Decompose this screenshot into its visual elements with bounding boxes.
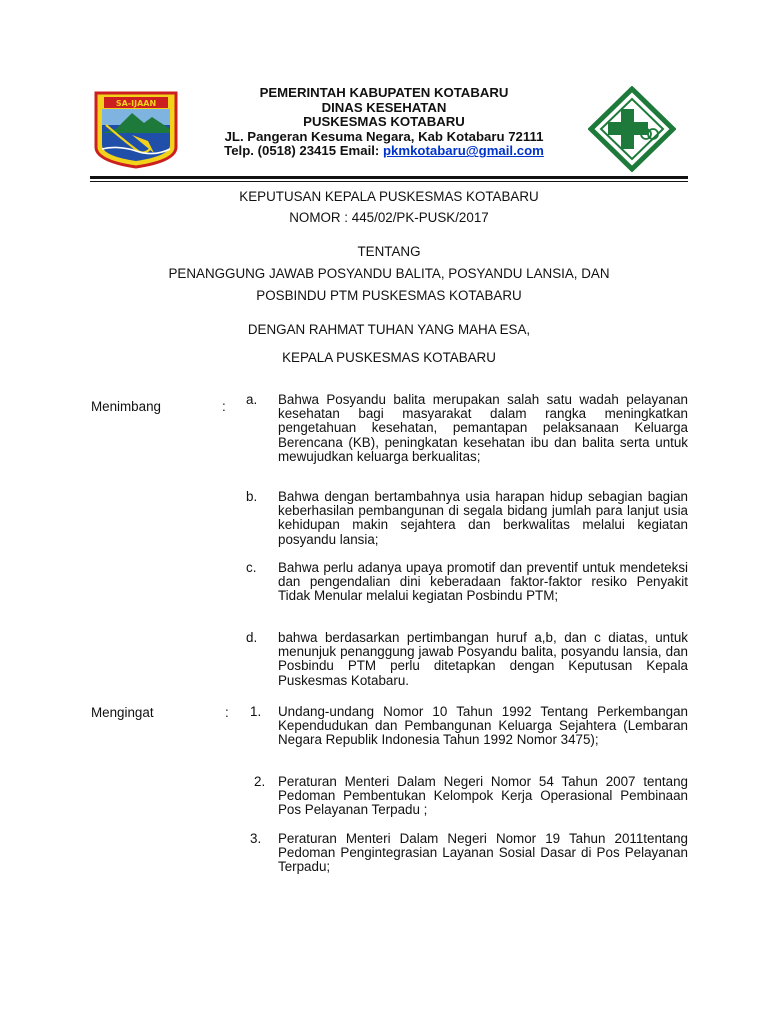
list-item-text: bahwa berdasarkan pertimbangan huruf a,b, dan c diatas, untuk menunjuk penanggung jawab Posyandu balita, posyandu lansia, dan Posbindu PTM perlu ditetapkan dengan Keputusan Kepala Puskesmas Kotabaru. — [278, 630, 688, 688]
list-marker: 3. — [250, 831, 262, 846]
list-marker: c. — [246, 560, 257, 575]
list-item-text: Bahwa dengan bertambahnya usia harapan hidup sebagian bagian keberhasilan pembangunan di segala bidang jumlah para lanjut usia kehidupan makin sejahtera dan berkwalitas melalui kegiatan posyandu lansia; — [278, 489, 688, 547]
mengingat-label: Mengingat — [91, 705, 154, 720]
menimbang-item-b — [246, 490, 688, 547]
decree-number: NOMOR : 445/02/PK-PUSK/2017 — [289, 210, 489, 225]
letterhead-email-link[interactable]: pkmkotabaru@gmail.com — [382, 143, 544, 159]
letterhead-divider-thin — [90, 181, 688, 182]
list-item-text: Peraturan Menteri Dalam Negeri Nomor 19 Tahun 2011tentang Pedoman Pengintegrasian Layanan Sosial Dasar di Pos Pelayanan Terpadu; — [278, 831, 688, 875]
mengingat-colon: : — [225, 705, 229, 720]
list-item-text: Undang-undang Nomor 10 Tahun 1992 Tentang Perkembangan Kependudukan dan Pembangunan Keluarga Sejahtera (Lembaran Negara Republik Indonesia Tahun 1992 Nomor 3475); — [278, 704, 688, 748]
letterhead-institution: PUSKESMAS KOTABARU — [303, 114, 465, 130]
list-marker: 1. — [250, 704, 262, 719]
letterhead — [190, 86, 578, 159]
letterhead-government: PEMERINTAH KABUPATEN KOTABARU — [259, 85, 509, 100]
decree-about-heading: TENTANG — [357, 244, 421, 259]
list-marker: a. — [246, 392, 258, 407]
menimbang-item-c — [246, 561, 688, 604]
menimbang-item-a — [246, 393, 688, 464]
decree-title: KEPUTUSAN KEPALA PUSKESMAS KOTABARU — [239, 189, 539, 204]
logo-motto-text: SA-IJAAN — [115, 99, 157, 108]
list-marker: b. — [246, 489, 258, 504]
kotabaru-regency-logo — [92, 89, 180, 169]
letterhead-phone: Telp. (0518) 23415 Email: — [224, 143, 383, 159]
menimbang-colon: : — [222, 399, 226, 414]
letterhead-contact — [190, 144, 578, 159]
mengingat-item-3 — [250, 832, 688, 875]
list-item-text: Bahwa perlu adanya upaya promotif dan preventif untuk mendeteksi dan pengendalian dini keberadaan faktor-faktor resiko Penyakit Tidak Menular melalui kegiatan Posbindu PTM; — [278, 560, 688, 604]
mengingat-item-1 — [250, 705, 688, 748]
decree-invocation: DENGAN RAHMAT TUHAN YANG MAHA ESA, — [247, 322, 531, 337]
letterhead-address: JL. Pangeran Kesuma Negara, Kab Kotabaru 72111 — [224, 128, 544, 144]
list-marker: 2. — [254, 774, 266, 789]
puskesmas-logo — [588, 86, 676, 172]
mengingat-item-2 — [254, 775, 688, 818]
menimbang-item-d — [246, 631, 688, 688]
list-marker: d. — [246, 630, 258, 645]
letterhead-divider-thick — [90, 176, 688, 179]
decree-subject-line1: PENANGGUNG JAWAB POSYANDU BALITA, POSYANDU LANSIA, DAN — [168, 266, 610, 281]
list-item-text: Peraturan Menteri Dalam Negeri Nomor 54 Tahun 2007 tentang Pedoman Pembentukan Kelompok Kerja Operasional Pembinaan Pos Pelayanan Terpadu ; — [278, 774, 688, 818]
menimbang-label: Menimbang — [91, 399, 161, 414]
decree-subject-line2: POSBINDU PTM PUSKESMAS KOTABARU — [256, 288, 522, 303]
decree-issuer: KEPALA PUSKESMAS KOTABARU — [282, 350, 496, 365]
list-item-text: Bahwa Posyandu balita merupakan salah satu wadah pelayanan kesehatan bagi masyarakat dalam rangka meningkatkan pengetahuan kesehatan, pemantapan pelaksanaan Keluarga Berencana (KB), peningkatan kesehatan ibu dan balita serta untuk mewujudkan keluarga berkualitas; — [278, 392, 688, 464]
letterhead-department: DINAS KESEHATAN — [321, 99, 447, 115]
